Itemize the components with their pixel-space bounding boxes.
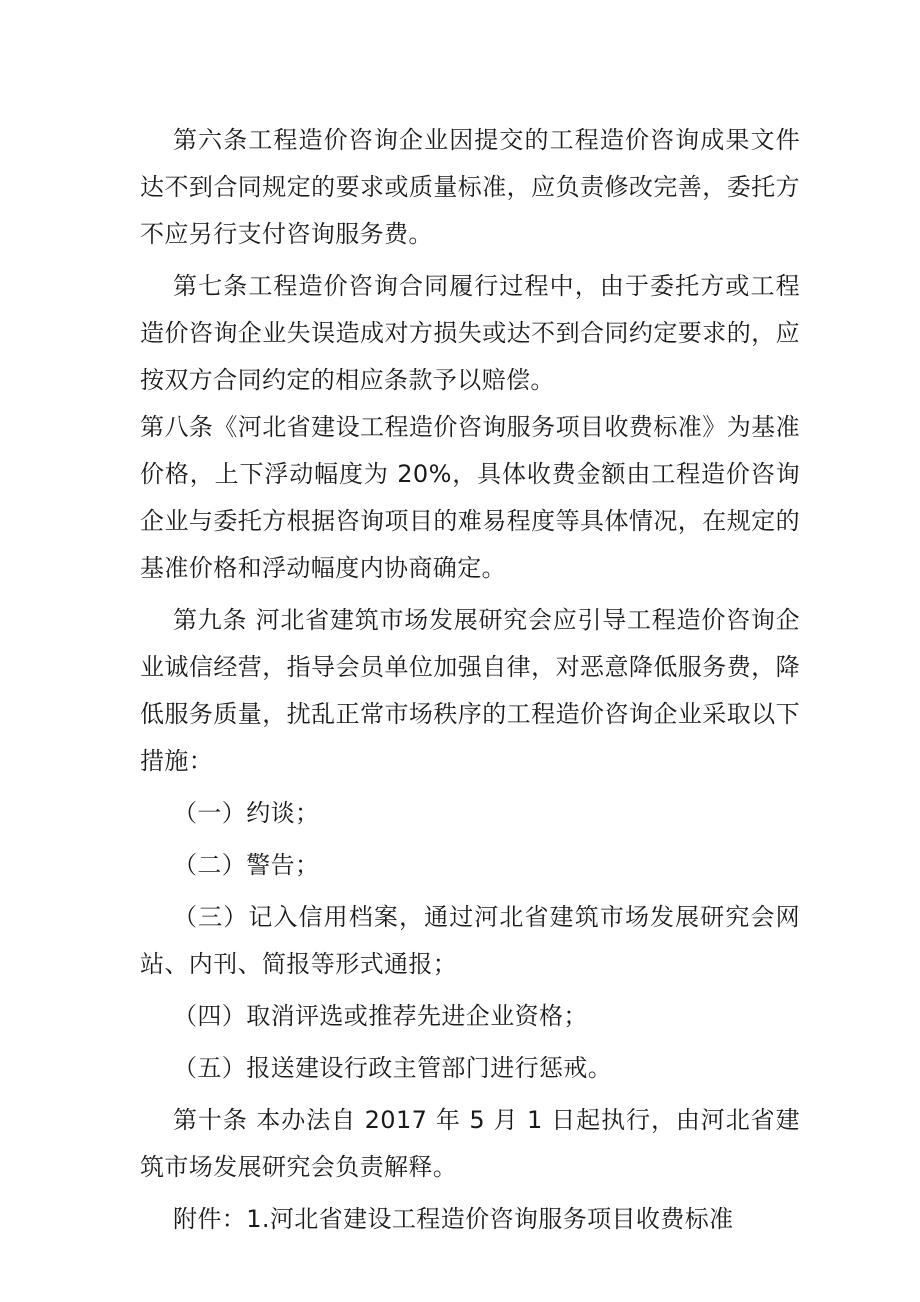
attachment-line: 附件：1.河北省建设工程造价咨询服务项目收费标准 (173, 1205, 734, 1233)
article-8-paragraph: 第八条《河北省建设工程造价咨询服务项目收费标准》为基准价格，上下浮动幅度为 20%，具体收费金额由工程造价咨询企业与委托方根据咨询项目的难易程度等具体情况，在规定的基准价格和浮动幅度内协商确定。 (140, 413, 800, 582)
article-9-paragraph: 第九条 河北省建筑市场发展研究会应引导工程造价咨询企业诚信经营，指导会员单位加强自律，对恶意降低服务费，降低服务质量，扰乱正常市场秩序的工程造价咨询企业采取以下措施： (140, 606, 800, 775)
measure-item-3: （三）记入信用档案，通过河北省建筑市场发展研究会网站、内刊、简报等形式通报； (140, 903, 800, 978)
article-6-paragraph: 第六条工程造价咨询企业因提交的工程造价咨询成果文件达不到合同规定的要求或质量标准，应负责修改完善，委托方不应另行支付咨询服务费。 (140, 126, 800, 248)
article-10-paragraph: 第十条 本办法自 2017 年 5 月 1 日起执行，由河北省建筑市场发展研究会负责解释。 (140, 1106, 800, 1181)
measure-item-5: （五）报送建设行政主管部门进行惩戒。 (173, 1054, 613, 1082)
article-7-paragraph: 第七条工程造价咨询合同履行过程中，由于委托方或工程造价咨询企业失误造成对方损失或达不到合同约定要求的，应按双方合同约定的相应条款予以赔偿。 (140, 272, 800, 394)
measure-item-4: （四）取消评选或推荐先进企业资格； (173, 1002, 588, 1030)
measure-item-2: （二）警告； (173, 851, 320, 879)
measure-item-1: （一）约谈； (173, 799, 320, 827)
document-body (140, 117, 800, 1243)
